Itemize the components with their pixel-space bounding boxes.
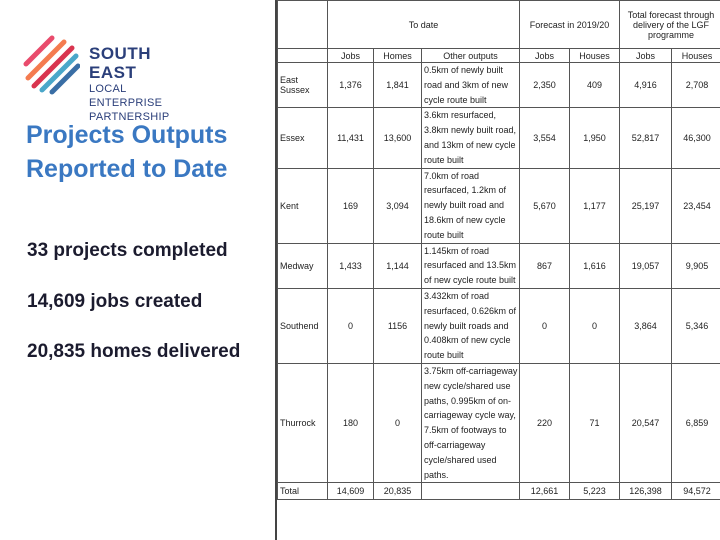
cell-forecast-jobs: 0 [520, 288, 570, 363]
cell-forecast-houses: 409 [570, 63, 620, 108]
cell-homes: 20,835 [374, 483, 422, 500]
cell-homes: 1,144 [374, 243, 422, 288]
cell-region: Southend [278, 288, 328, 363]
outputs-table-container [275, 0, 720, 540]
cell-other-outputs: 7.0km of road resurfaced, 1.2km of newly built road and 18.6km of new cycle route built [422, 168, 520, 243]
stat-projects: 33 projects completed [27, 240, 228, 261]
table-body [278, 63, 720, 500]
cell-homes: 1,841 [374, 63, 422, 108]
cell-jobs: 180 [328, 363, 374, 482]
logo-wordmark [89, 44, 197, 124]
table-group-header-row [278, 1, 720, 49]
header-region [278, 49, 328, 63]
cell-jobs: 0 [328, 288, 374, 363]
cell-total-houses: 6,859 [672, 363, 720, 482]
outputs-table [277, 0, 720, 500]
logo-stripes-icon [22, 34, 80, 96]
cell-forecast-houses: 71 [570, 363, 620, 482]
cell-forecast-jobs: 867 [520, 243, 570, 288]
cell-homes: 13,600 [374, 108, 422, 168]
table-row [278, 168, 720, 243]
table-row [278, 288, 720, 363]
cell-total-jobs: 126,398 [620, 483, 672, 500]
logo-line-1: SOUTH EAST [89, 44, 151, 82]
cell-forecast-jobs: 2,350 [520, 63, 570, 108]
cell-total-jobs: 52,817 [620, 108, 672, 168]
cell-jobs: 1,376 [328, 63, 374, 108]
cell-total-jobs: 3,864 [620, 288, 672, 363]
cell-forecast-jobs: 5,670 [520, 168, 570, 243]
header-forecast-2019: Forecast in 2019/20 [520, 1, 620, 49]
cell-region: Thurrock [278, 363, 328, 482]
header-corner [278, 1, 328, 49]
cell-forecast-houses: 0 [570, 288, 620, 363]
logo-line-2: LOCAL ENTERPRISE [89, 83, 163, 109]
cell-forecast-houses: 1,616 [570, 243, 620, 288]
cell-total-houses: 23,454 [672, 168, 720, 243]
table-row [278, 243, 720, 288]
cell-region: Kent [278, 168, 328, 243]
stat-homes: 20,835 homes delivered [27, 341, 241, 362]
cell-jobs: 11,431 [328, 108, 374, 168]
cell-homes: 3,094 [374, 168, 422, 243]
cell-forecast-jobs: 12,661 [520, 483, 570, 500]
table-row [278, 108, 720, 168]
header-forecast-jobs: Jobs [520, 49, 570, 63]
header-total-jobs: Jobs [620, 49, 672, 63]
selep-logo [22, 34, 197, 123]
header-other-outputs: Other outputs [422, 49, 520, 63]
cell-total-jobs: 4,916 [620, 63, 672, 108]
cell-other-outputs: 3.75km off-carriageway new cycle/shared use paths, 0.995km of on-carriageway cycle way, 7.5km of footways to off-carriageway cycle/shared used paths. [422, 363, 520, 482]
header-total-forecast: Total forecast through delivery of the LGF programme [620, 1, 720, 49]
table-row [278, 363, 720, 482]
table-row [278, 63, 720, 108]
cell-total-jobs: 19,057 [620, 243, 672, 288]
cell-other-outputs [422, 483, 520, 500]
table-total-row [278, 483, 720, 500]
cell-other-outputs: 3.6km resurfaced, 3.8km newly built road, and 13km of new cycle route built [422, 108, 520, 168]
cell-total-houses: 5,346 [672, 288, 720, 363]
cell-forecast-houses: 1,177 [570, 168, 620, 243]
cell-jobs: 1,433 [328, 243, 374, 288]
stat-jobs: 14,609 jobs created [27, 291, 203, 312]
cell-forecast-jobs: 220 [520, 363, 570, 482]
header-total-houses: Houses [672, 49, 720, 63]
cell-forecast-houses: 5,223 [570, 483, 620, 500]
cell-region: East Sussex [278, 63, 328, 108]
cell-total-houses: 2,708 [672, 63, 720, 108]
slide-title: Projects Outputs Reported to Date [26, 121, 228, 183]
header-homes: Homes [374, 49, 422, 63]
cell-other-outputs: 3.432km of road resurfaced, 0.626km of newly built roads and 0.408km of new cycle route built [422, 288, 520, 363]
cell-homes: 0 [374, 363, 422, 482]
cell-total-jobs: 25,197 [620, 168, 672, 243]
header-jobs: Jobs [328, 49, 374, 63]
cell-total-houses: 46,300 [672, 108, 720, 168]
cell-forecast-jobs: 3,554 [520, 108, 570, 168]
cell-region: Total [278, 483, 328, 500]
cell-total-houses: 94,572 [672, 483, 720, 500]
cell-other-outputs: 1.145km of road resurfaced and 13.5km of new cycle route built [422, 243, 520, 288]
cell-total-houses: 9,905 [672, 243, 720, 288]
cell-other-outputs: 0.5km of newly built road and 3km of new cycle route built [422, 63, 520, 108]
cell-homes: 1156 [374, 288, 422, 363]
cell-region: Essex [278, 108, 328, 168]
header-to-date: To date [328, 1, 520, 49]
cell-total-jobs: 20,547 [620, 363, 672, 482]
header-forecast-houses: Houses [570, 49, 620, 63]
cell-jobs: 14,609 [328, 483, 374, 500]
table-sub-header-row [278, 49, 720, 63]
cell-forecast-houses: 1,950 [570, 108, 620, 168]
cell-jobs: 169 [328, 168, 374, 243]
cell-region: Medway [278, 243, 328, 288]
logo-line-3: PARTNERSHIP [89, 111, 170, 123]
